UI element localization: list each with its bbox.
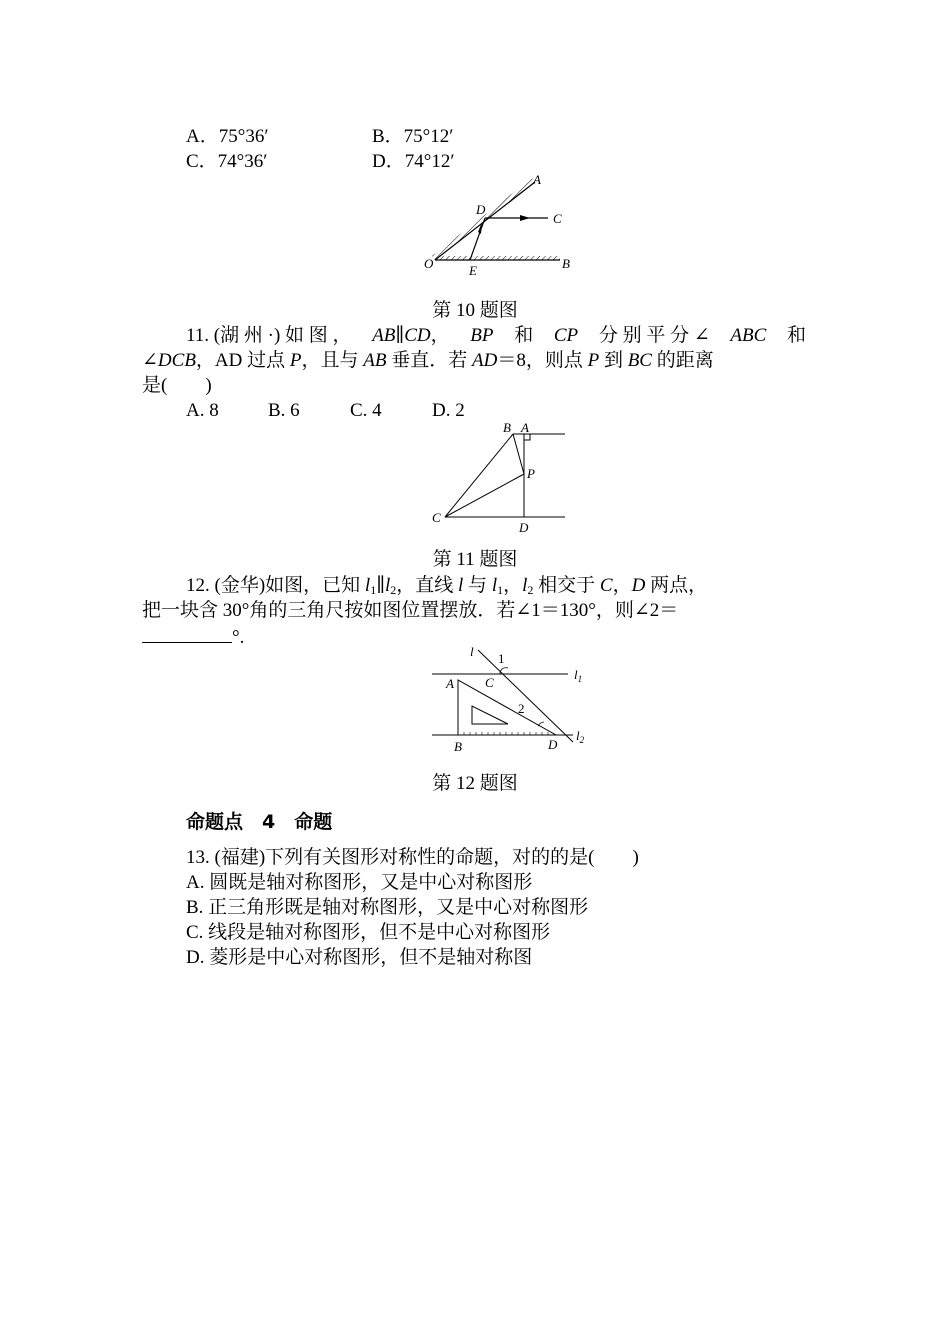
q11-p: P [289, 350, 302, 371]
q12-text-c: 与 [463, 575, 492, 596]
mirror-oa [432, 178, 535, 260]
q12-text-g: 两点， [645, 575, 708, 596]
q10-label-e: E [469, 263, 477, 278]
q12-d: D [631, 575, 646, 596]
q12-text-d: ， [503, 575, 523, 596]
segment-bc [445, 434, 513, 517]
q12-text-f: ， [612, 575, 632, 596]
q12-c: C [599, 575, 613, 596]
q12-line2: 把一块含 30°角的三角尺按如图位置摆放．若∠1＝130°，则∠2＝ [142, 600, 679, 621]
q12-parallel: ∥ [376, 575, 385, 596]
q11-abc: ABC [730, 325, 767, 346]
q10-label-d: D [476, 202, 486, 217]
q11-option-a: A. 8 [186, 400, 219, 421]
q11-caption: 第 11 题图 [432, 549, 518, 570]
q12-text-b: ，直线 [396, 575, 459, 596]
q11-angle: ∠ [142, 350, 158, 371]
q10-option-d: D．74°12′ [372, 151, 455, 172]
q12-line1 [186, 574, 707, 602]
q11-text-c: 垂直．若 [386, 350, 472, 371]
q12-figure [428, 642, 593, 757]
q11-label-a: A [521, 420, 529, 435]
q10-label-a: A [533, 172, 541, 187]
q12-label-l1-sub: 1 [577, 674, 583, 684]
q12-l2: l [384, 575, 391, 596]
q11-text-a: ，AD 过点 [195, 350, 290, 371]
arrow-dc [520, 215, 530, 221]
q11-bisect: 分 别 平 分 ∠ [598, 325, 710, 346]
q11-comma: ， [430, 325, 450, 346]
q11-p2: P [587, 350, 600, 371]
q11-text-d: ＝8，则点 [497, 350, 588, 371]
q12-label-1: 1 [498, 651, 505, 666]
q11-ad: AD [471, 350, 498, 371]
q13-option-a: A. 圆既是轴对称图形，又是中心对称图形 [186, 872, 533, 893]
q12-label-c: C [485, 675, 494, 690]
q11-option-d: D. 2 [432, 400, 465, 421]
q11-text-e: 到 [599, 350, 628, 371]
q12-sub1b: 1 [497, 583, 504, 597]
q11-line1 [186, 324, 806, 348]
segment-bp [513, 434, 524, 474]
q10-label-b: B [562, 256, 570, 271]
q11-label-p: P [527, 466, 535, 481]
q11-parallel: ∥ [395, 325, 405, 346]
q10-option-a: A．75°36′ [186, 126, 269, 147]
q10-figure [420, 172, 580, 282]
section-heading: 命题点 4 命题 [186, 811, 333, 833]
q12-line3 [142, 624, 244, 650]
q12-label-b: B [454, 739, 462, 754]
q13-option-b: B. 正三角形既是轴对称图形，又是中心对称图形 [186, 897, 589, 918]
q10-label-c: C [553, 211, 562, 226]
q13-stem: 13. (福建)下列有关图形对称性的命题，对的的是( ) [186, 847, 639, 868]
q11-option-b: B. 6 [268, 400, 300, 421]
q11-label-d: D [519, 520, 529, 535]
q12-text-e: 相交于 [533, 575, 600, 596]
q10-option-c: C．74°36′ [186, 151, 268, 172]
q13-option-c: C. 线段是轴对称图形，但不是中心对称图形 [186, 922, 551, 943]
q11-text-f: 的距离 [651, 350, 714, 371]
q12-label-d: D [548, 737, 558, 752]
q12-label-l1-var: l [574, 667, 578, 682]
q12-text-a: 12. (金华)如图，已知 [186, 575, 365, 596]
q11-ab: AB [372, 325, 396, 346]
q11-bc: BC [627, 350, 652, 371]
q12-label-l: l [470, 644, 474, 659]
segment-cp [445, 474, 524, 517]
line-l [478, 650, 573, 742]
q12-label-a: A [446, 676, 454, 691]
q12-label-l2-var: l [576, 728, 580, 743]
q12-l2b: l [522, 575, 528, 596]
q10-label-o: O [424, 256, 434, 271]
q12-degree: °. [232, 627, 245, 648]
q11-bp: BP [470, 325, 494, 346]
triangle-ruler [458, 680, 556, 735]
q12-label-l1 [574, 667, 582, 684]
q11-cp: CP [553, 325, 579, 346]
q11-dcb: DCB [157, 350, 196, 371]
q12-l1b: l [491, 575, 498, 596]
q11-cd: CD [404, 325, 431, 346]
q11-figure [425, 418, 570, 540]
q11-option-c: C. 4 [350, 400, 382, 421]
q12-label-l2-sub: 2 [579, 735, 585, 745]
q11-label-b: B [503, 420, 511, 435]
q12-l1: l [364, 575, 371, 596]
q11-ab2: AB [363, 350, 387, 371]
q12-caption: 第 12 题图 [432, 773, 518, 794]
q11-label-c: C [432, 510, 441, 525]
q10-caption: 第 10 题图 [432, 300, 518, 321]
q13-option-d: D. 菱形是中心对称图形，但不是轴对称图 [186, 947, 533, 968]
q12-sub1: 1 [370, 583, 377, 597]
mirror-ob [435, 256, 560, 260]
q11-line2 [142, 349, 714, 373]
q12-answer-blank[interactable] [142, 624, 232, 643]
q11-number: 11. (湖 州 ·) 如 图 ， [186, 325, 352, 346]
triangle-ruler-hole [472, 706, 508, 724]
q10-option-b: B．75°12′ [372, 126, 454, 147]
q11-line3: 是( ) [142, 375, 212, 396]
q12-label-2: 2 [518, 701, 525, 716]
q12-sub2: 2 [390, 583, 397, 597]
q11-and1: 和 [514, 325, 534, 346]
q12-sub2b: 2 [527, 583, 534, 597]
q12-l: l [458, 575, 464, 596]
q11-and2: 和 [786, 325, 806, 346]
q11-text-b: ，且与 [301, 350, 364, 371]
q12-label-l2 [576, 728, 585, 745]
